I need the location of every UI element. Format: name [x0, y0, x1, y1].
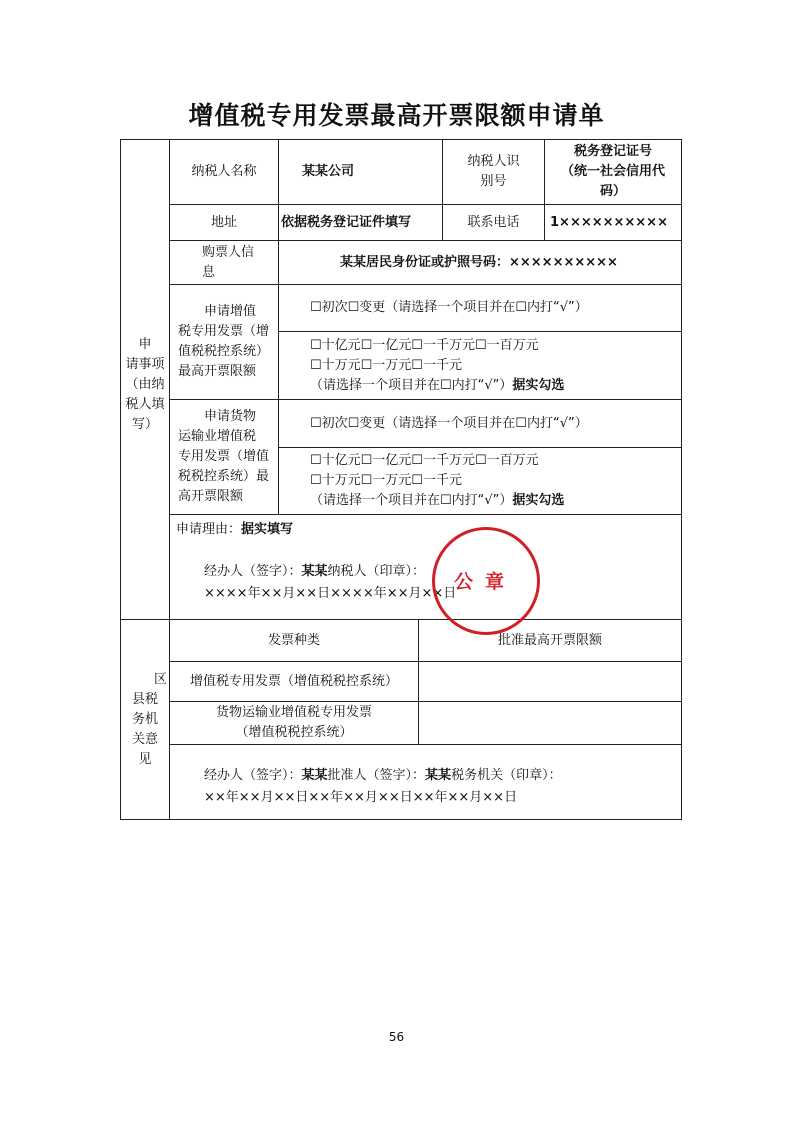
- amount-options: ☐十万元☐一万元☐一千元: [310, 473, 462, 488]
- amount-instruction: [310, 491, 564, 511]
- page-number: 56: [388, 1030, 405, 1044]
- col-line: [278, 139, 279, 285]
- label-line: 息: [202, 264, 216, 280]
- fill-note: 据实勾选: [512, 377, 565, 393]
- label-line: （统一社会信用代: [560, 164, 665, 179]
- label-line: 码）: [599, 184, 626, 199]
- label-line: 最高开票限额: [178, 364, 257, 379]
- label-line: 税税控系统）最: [178, 469, 270, 484]
- label-line: 货物运输业增值税专用发票: [215, 705, 372, 720]
- vat-limit-amount-checkboxes[interactable]: [310, 332, 680, 399]
- label-line: 税务登记证号: [573, 144, 652, 159]
- amount-instruction: [310, 376, 564, 396]
- label-line: 税专用发票（增: [178, 324, 270, 339]
- phone-value[interactable]: 1××××××××××: [550, 214, 668, 230]
- taxpayer-name-value[interactable]: 某某公司: [302, 164, 355, 179]
- section-label-line: （由纳: [125, 377, 165, 392]
- phone-label: 联系电话: [467, 214, 520, 230]
- amount-options: ☐十万元☐一万元☐一千元: [310, 357, 462, 373]
- agent-label: 经办人（签字）：: [204, 768, 302, 783]
- reason-value: 据实填写: [241, 522, 294, 537]
- vat-application-type-checkboxes[interactable]: ☐初次☐变更（请选择一个项目并在☐内打“√”）: [310, 300, 588, 315]
- agent-label: 经办人（签字）：: [204, 564, 302, 579]
- buyer-info-label: [170, 241, 278, 284]
- applicant-signature-line[interactable]: [204, 560, 425, 579]
- section-label-line: 见: [138, 752, 152, 767]
- applicant-dates: ××××年××月××日××××年××月××日: [204, 586, 457, 601]
- row-line: [169, 514, 682, 515]
- amount-options: ☐十亿元☐一亿元☐一千万元☐一百万元: [310, 337, 539, 353]
- section-label-line: 关意: [131, 732, 158, 747]
- freight-application-type-checkboxes[interactable]: ☐初次☐变更（请选择一个项目并在☐内打“√”）: [310, 415, 588, 431]
- label-line: （增值税税控系统）: [235, 725, 353, 740]
- label-line: 值税税控系统）: [178, 344, 270, 359]
- agent-value: 某某: [301, 768, 328, 783]
- table-border-right: [681, 139, 682, 820]
- taxpayer-id-label: [443, 140, 544, 204]
- invoice-type-vat: 增值税专用发票（增值税税控系统）: [189, 673, 398, 689]
- fill-note: 据实勾选: [512, 493, 565, 508]
- approved-limit-header: 批准最高开票限额: [497, 632, 602, 648]
- tax-office-seal-label: 税务机关（印章）：: [451, 768, 562, 783]
- table-border-bottom: [120, 819, 682, 820]
- freight-limit-amount-checkboxes[interactable]: [310, 448, 680, 514]
- label-line: 别号: [480, 174, 507, 189]
- section-label-line: 请事项: [125, 357, 165, 372]
- section-label-line: 写）: [131, 417, 158, 432]
- address-label: 地址: [210, 214, 237, 230]
- label-line: 申请货物: [204, 409, 257, 424]
- instruction-text: （请选择一个项目并在☐内打“√”）: [310, 493, 513, 508]
- approved-limit-freight-field[interactable]: [419, 702, 681, 744]
- label-line: 纳税人识: [467, 154, 520, 169]
- section-label-line: 务机: [131, 712, 158, 727]
- approver-label: 批准人（签字）：: [327, 768, 426, 783]
- form-title: 增值税专用发票最高开票限额申请单: [188, 101, 605, 130]
- buyer-id-value[interactable]: 某某居民身份证或护照号码：××××××××××: [340, 254, 618, 270]
- seal-text: 公章: [454, 571, 517, 593]
- freight-vat-limit-label: [170, 400, 278, 514]
- taxpayer-name-label: 纳税人名称: [191, 164, 257, 179]
- label-line: 专用发票（增值: [178, 449, 270, 464]
- label-line: 高开票限额: [178, 489, 244, 504]
- section-label-line: 区: [153, 672, 167, 687]
- tax-registration-number[interactable]: [545, 140, 681, 204]
- vat-limit-label: [170, 285, 278, 399]
- reason-line[interactable]: [176, 518, 293, 537]
- address-value[interactable]: 依据税务登记证件填写: [281, 214, 412, 230]
- instruction-text: （请选择一个项目并在☐内打“√”）: [310, 377, 513, 393]
- amount-options: ☐十亿元☐一亿元☐一千万元☐一百万元: [310, 453, 539, 468]
- invoice-type-freight: [170, 702, 418, 744]
- taxpayer-seal-label: 纳税人（印章）：: [327, 564, 426, 579]
- tax-office-section-label: [121, 665, 169, 775]
- applicant-section-label: [121, 320, 169, 450]
- section-label-line: 县税: [131, 692, 158, 707]
- approval-signature-line[interactable]: [204, 764, 562, 783]
- invoice-type-header: 发票种类: [267, 632, 320, 648]
- label-line: 运输业增值税: [178, 429, 257, 444]
- row-line: [169, 744, 682, 745]
- label-line: 申请增值: [204, 304, 257, 319]
- approved-limit-vat-field[interactable]: [419, 662, 681, 701]
- col-line: [278, 284, 279, 515]
- agent-value: 某某: [301, 564, 328, 579]
- approval-dates: ××年××月××日××年××月××日××年××月××日: [204, 790, 518, 805]
- section-label-line: 申: [138, 337, 152, 352]
- reason-label: 申请理由：: [176, 522, 242, 537]
- label-line: 购票人信: [202, 244, 255, 260]
- section-label-line: 税人填: [125, 397, 165, 412]
- approver-value: 某某: [425, 768, 452, 783]
